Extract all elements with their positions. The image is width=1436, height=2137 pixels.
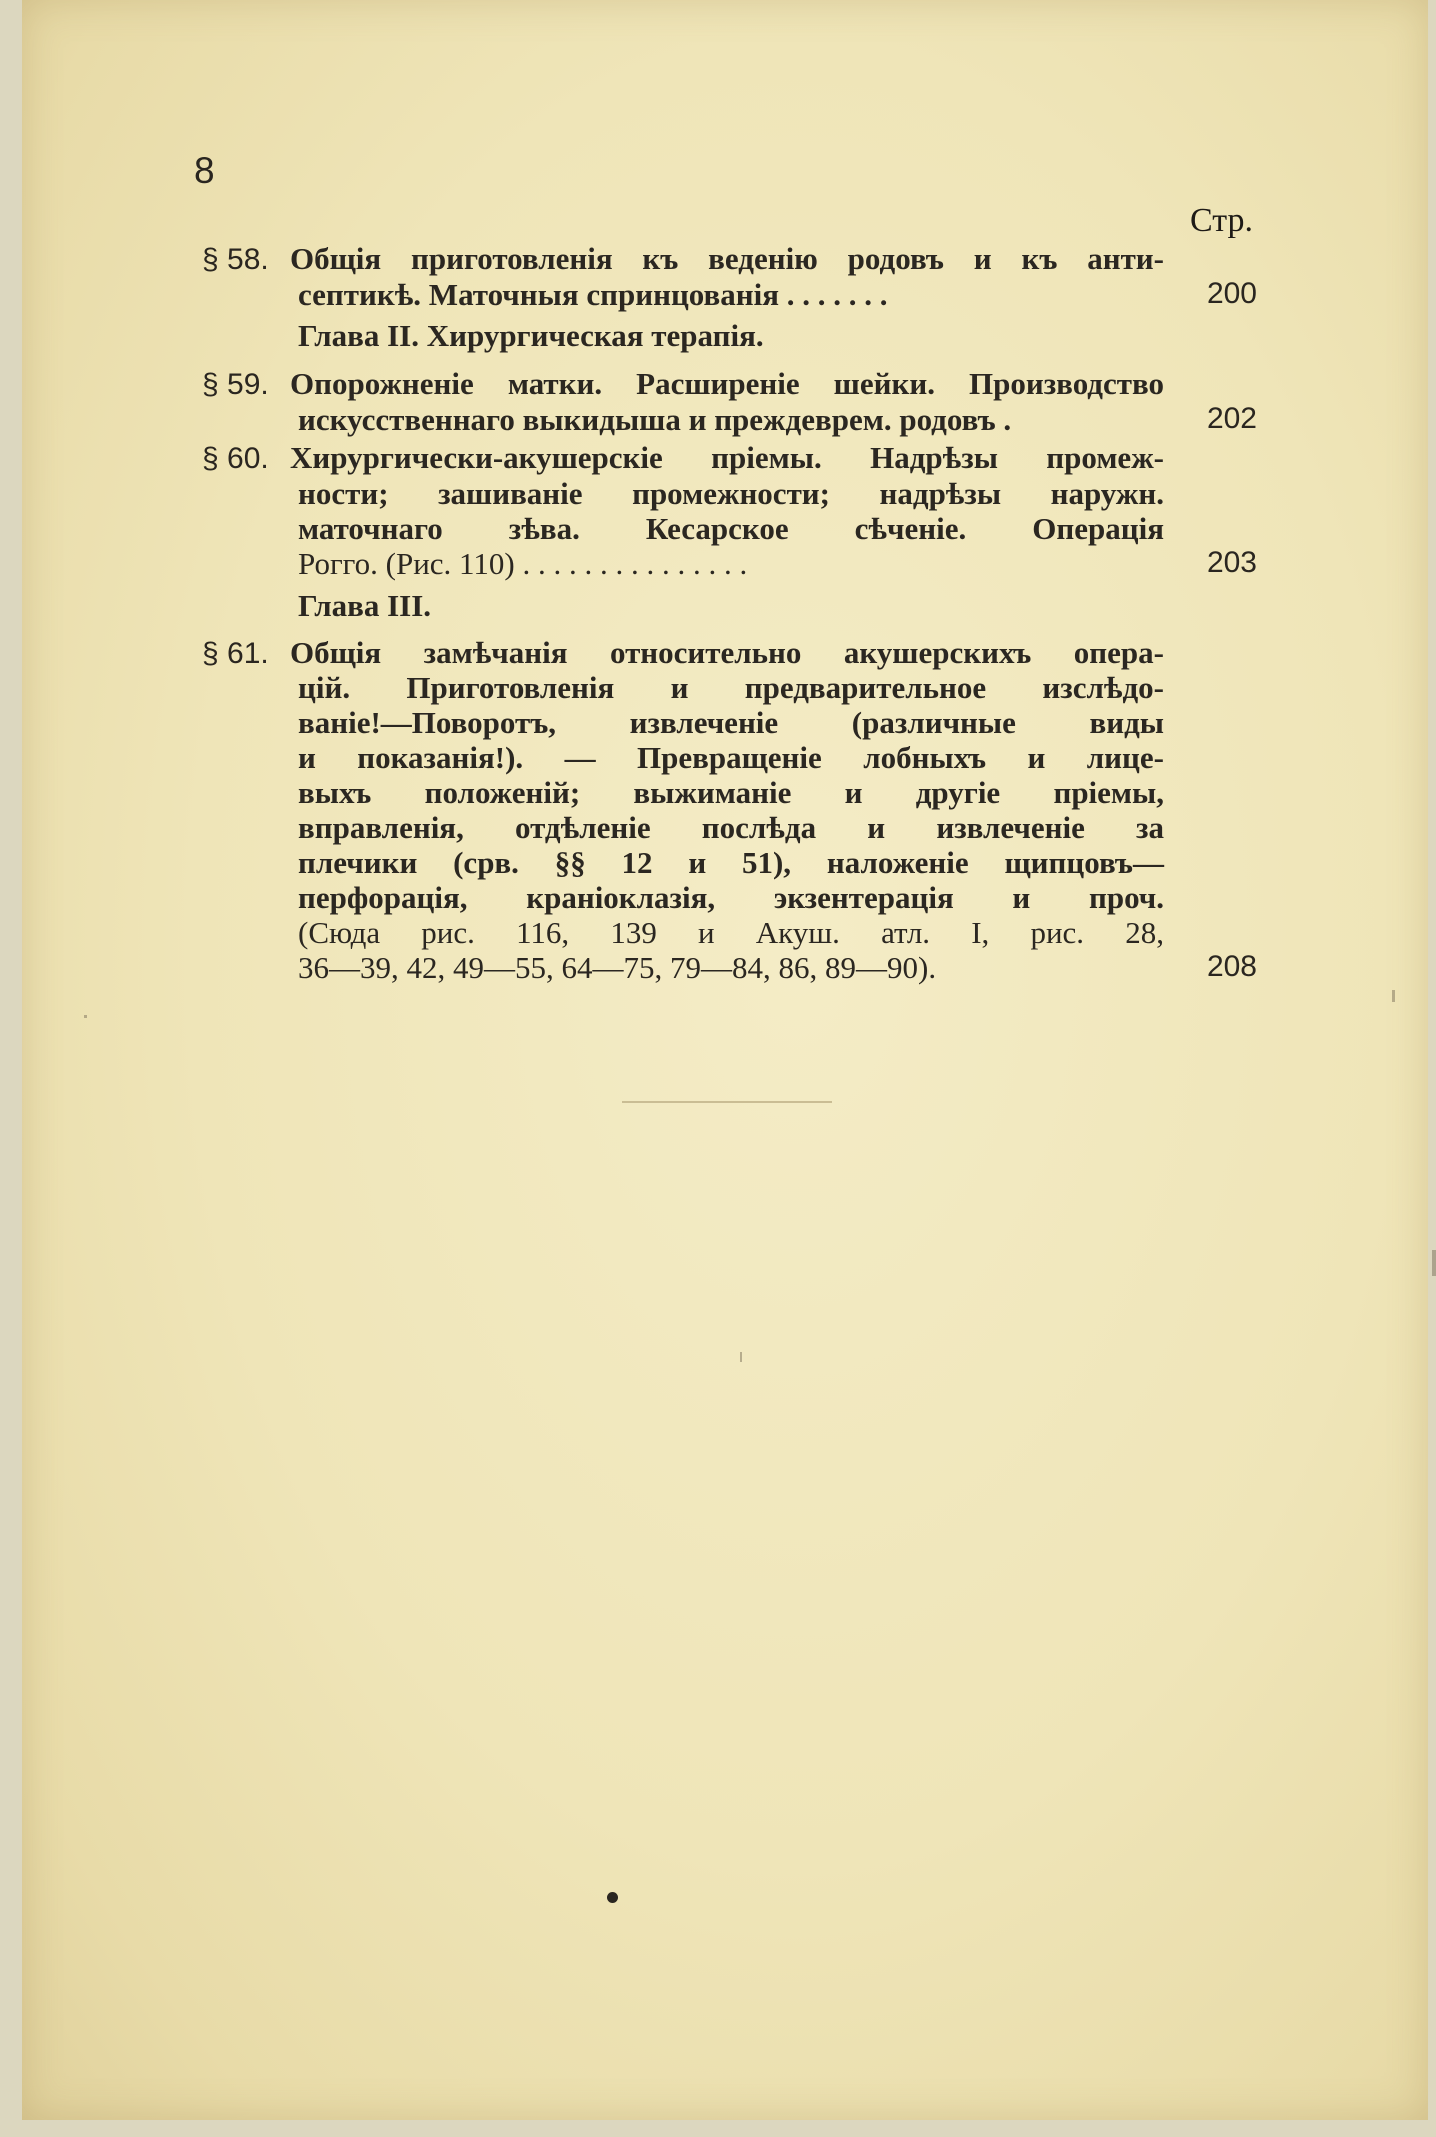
page-number: 8: [194, 150, 215, 191]
section-number: § 60.: [202, 442, 269, 475]
entry-line: ности; зашиваніе промежности; надрѣзы наружн.: [298, 476, 1164, 511]
entry-line: Общія приготовленія къ веденію родовъ и къ анти-: [290, 241, 1164, 276]
book-page: [22, 0, 1428, 2120]
entry-line: 36—39, 42, 49—55, 64—75, 79—84, 86, 89—90).: [298, 950, 937, 985]
entry-line: Опорожненіе матки. Расширеніе шейки. Производство: [290, 366, 1164, 401]
entry-line: Общія замѣчанія относительно акушерскихъ опера-: [290, 635, 1164, 670]
entry-page-number: 200: [1206, 277, 1257, 310]
entry-line: маточнаго зѣва. Кесарское сѣченіе. Операція: [298, 511, 1164, 546]
entry-line: вправленія, отдѣленіе послѣда и извлеченіе за: [298, 810, 1164, 845]
entry-line: перфорація, краніоклазія, экзентерація и проч.: [298, 880, 1164, 915]
entry-line: ваніе!—Поворотъ, извлеченіе (различные виды: [298, 705, 1164, 740]
entry-line: искусственнаго выкидыша и преждеврем. родовъ .: [298, 402, 1012, 437]
entry-page-number: 202: [1206, 402, 1257, 435]
entry-page-number: 203: [1206, 546, 1257, 579]
ink-dot: [607, 1892, 618, 1903]
entry-line: выхъ положеній; выжиманіе и другіе пріемы,: [298, 775, 1164, 810]
entry-line: цій. Приготовленія и предварительное изслѣдо-: [298, 670, 1164, 705]
entry-line: (Сюда рис. 116, 139 и Акуш. атл. I, рис. 28,: [298, 915, 1164, 950]
chapter-heading: Глава II. Хирургическая терапія.: [298, 318, 764, 353]
paper-speck: [1432, 1250, 1436, 1276]
paper-speck: [1392, 990, 1395, 1002]
entry-line: Рогго. (Рис. 110) . . . . . . . . . . . . . . .: [298, 546, 748, 581]
section-number: § 58.: [202, 243, 269, 276]
entry-line: Хирургически-акушерскіе пріемы. Надрѣзы промеж-: [290, 440, 1164, 475]
entry-line: плечики (срв. §§ 12 и 51), наложеніе щипцовъ—: [298, 845, 1164, 880]
entry-page-number: 208: [1206, 950, 1257, 983]
section-number: § 59.: [202, 368, 269, 401]
page-column-header: Стр.: [1190, 202, 1254, 239]
entry-line: и показанія!). — Превращеніе лобныхъ и лице-: [298, 740, 1164, 775]
entry-line: септикѣ. Маточныя спринцованія . . . . . . .: [298, 277, 888, 312]
section-divider: [622, 1101, 832, 1103]
section-number: § 61.: [202, 637, 269, 670]
chapter-heading: Глава III.: [298, 588, 432, 623]
paper-speck: [740, 1352, 742, 1362]
paper-speck: [84, 1015, 87, 1018]
